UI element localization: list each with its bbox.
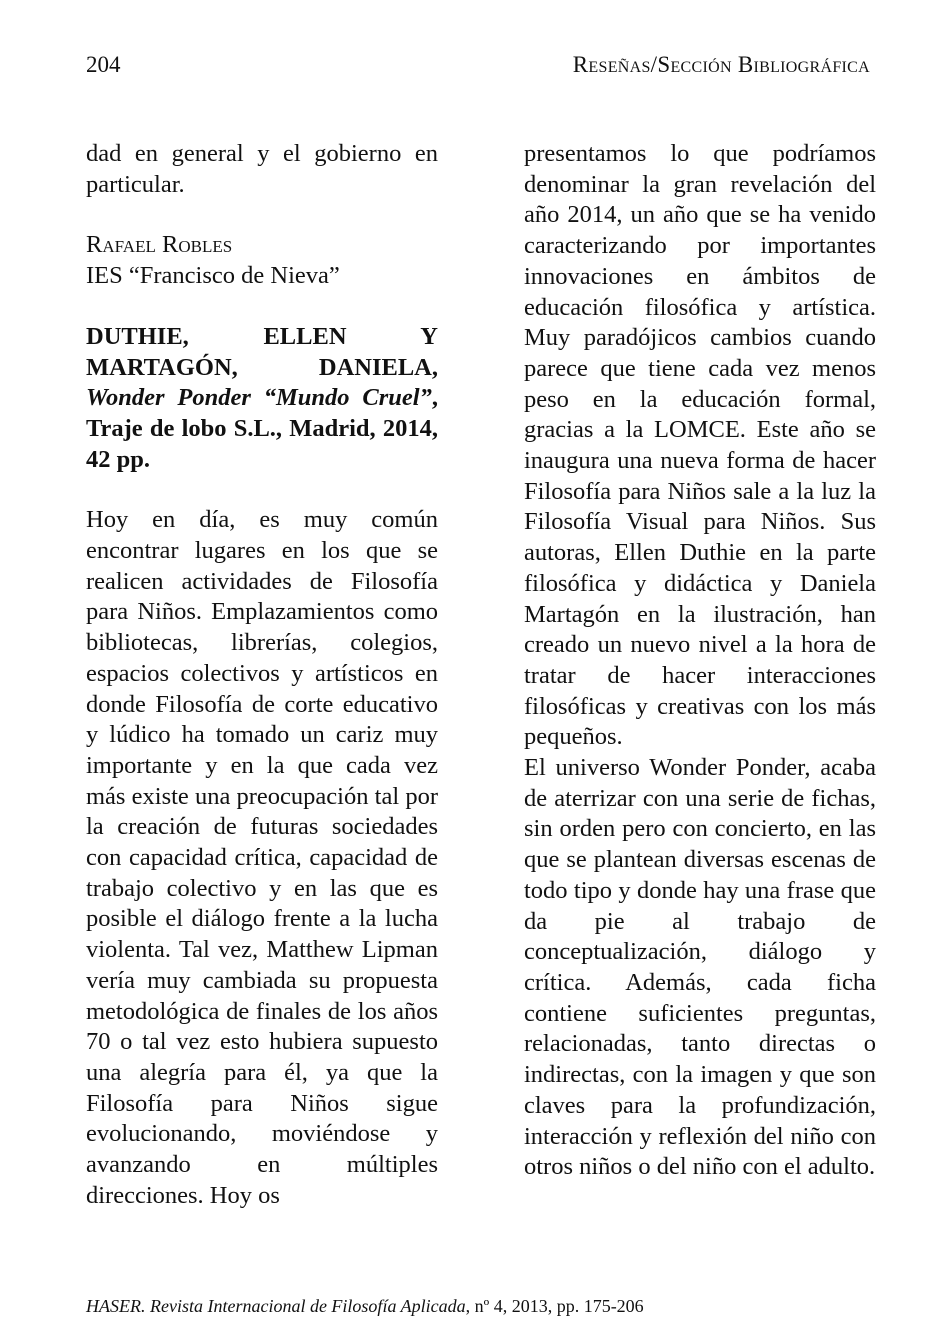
review-heading-authors: DUTHIE, ELLEN Y MARTAGÓN, DANIELA, — [86, 322, 438, 381]
running-head: Reseñas/Sección Bibliográfica — [572, 52, 870, 77]
right-column — [524, 139, 876, 1183]
book-publisher-details: , Traje de lobo S.L., Madrid, 2014, 42 pp. — [86, 384, 438, 473]
journal-citation: , nº 4, 2013, pp. 175-206 — [465, 1296, 644, 1316]
review-body-paragraph-2: El universo Wonder Ponder, acaba de aterrizar con una serie de fichas, sin orden pero con concierto, en las que se plantean diversas escenas de todo tipo y donde hay una frase que da pie al trabajo de conceptualización, diálogo y crítica. Además, cada ficha contiene suficientes preguntas, relacionadas, tanto directas o indirectas, con la imagen y que son claves para la profundización, interacción y reflexión del niño con otros niños o del niño con el adulto. — [524, 754, 876, 1181]
review-body-paragraph: Hoy en día, es muy común encontrar lugares en los que se realicen actividades de Filosofía para Niños. Emplazamientos como bibliotecas, librerías, colegios, espacios colectivos y artísticos en donde Filosofía de corte educativo y lúdico ha tomado un cariz muy importante y en la que cada vez más existe una preocupación tal por la creación de futuras sociedades con capacidad crítica, capacidad de trabajo colectivo y en las que es posible el diálogo frente a la lucha violenta. Tal vez, Matthew Lipman vería muy cambiada su propuesta metodológica de finales de los años 70 o tal vez esto hubiera supuesto una alegría para él, ya que la Filosofía para Niños sigue evolucionando, moviéndose y avanzando en múltiples direcciones. Hoy os — [86, 506, 438, 1209]
page-number: 204 — [86, 52, 121, 77]
left-column — [86, 139, 438, 1212]
reviewer-name: Rafael Robles — [86, 231, 233, 259]
book-title: Wonder Ponder “Mundo Cruel” — [86, 384, 432, 412]
journal-footer — [86, 1296, 644, 1317]
reviewer-affiliation: IES “Francisco de Nieva” — [86, 262, 340, 290]
journal-name: HASER. Revista Internacional de Filosofía Aplicada — [86, 1296, 466, 1316]
review-heading — [86, 322, 438, 476]
review-body-paragraph-continued: presentamos lo que podríamos denominar la gran revelación del año 2014, un año que se ha venido caracterizando por importantes innovaciones en ámbitos de educación filosófica y artística. Muy paradójicos cambios cuando parece que tiene cada vez menos peso en la educación formal, gracias a la LOMCE. Este año se inaugura una nueva forma de hacer Filosofía para Niños sale a la luz la Filosofía Visual para Niños. Sus autoras, Ellen Duthie en la parte filosófica y didáctica y Daniela Martagón en la ilustración, han creado un nuevo nivel a la hora de tratar de hacer interacciones filosóficas y creativas con los más pequeños. — [524, 140, 876, 751]
previous-review-tail: dad en general y el gobierno en particular. — [86, 140, 438, 198]
